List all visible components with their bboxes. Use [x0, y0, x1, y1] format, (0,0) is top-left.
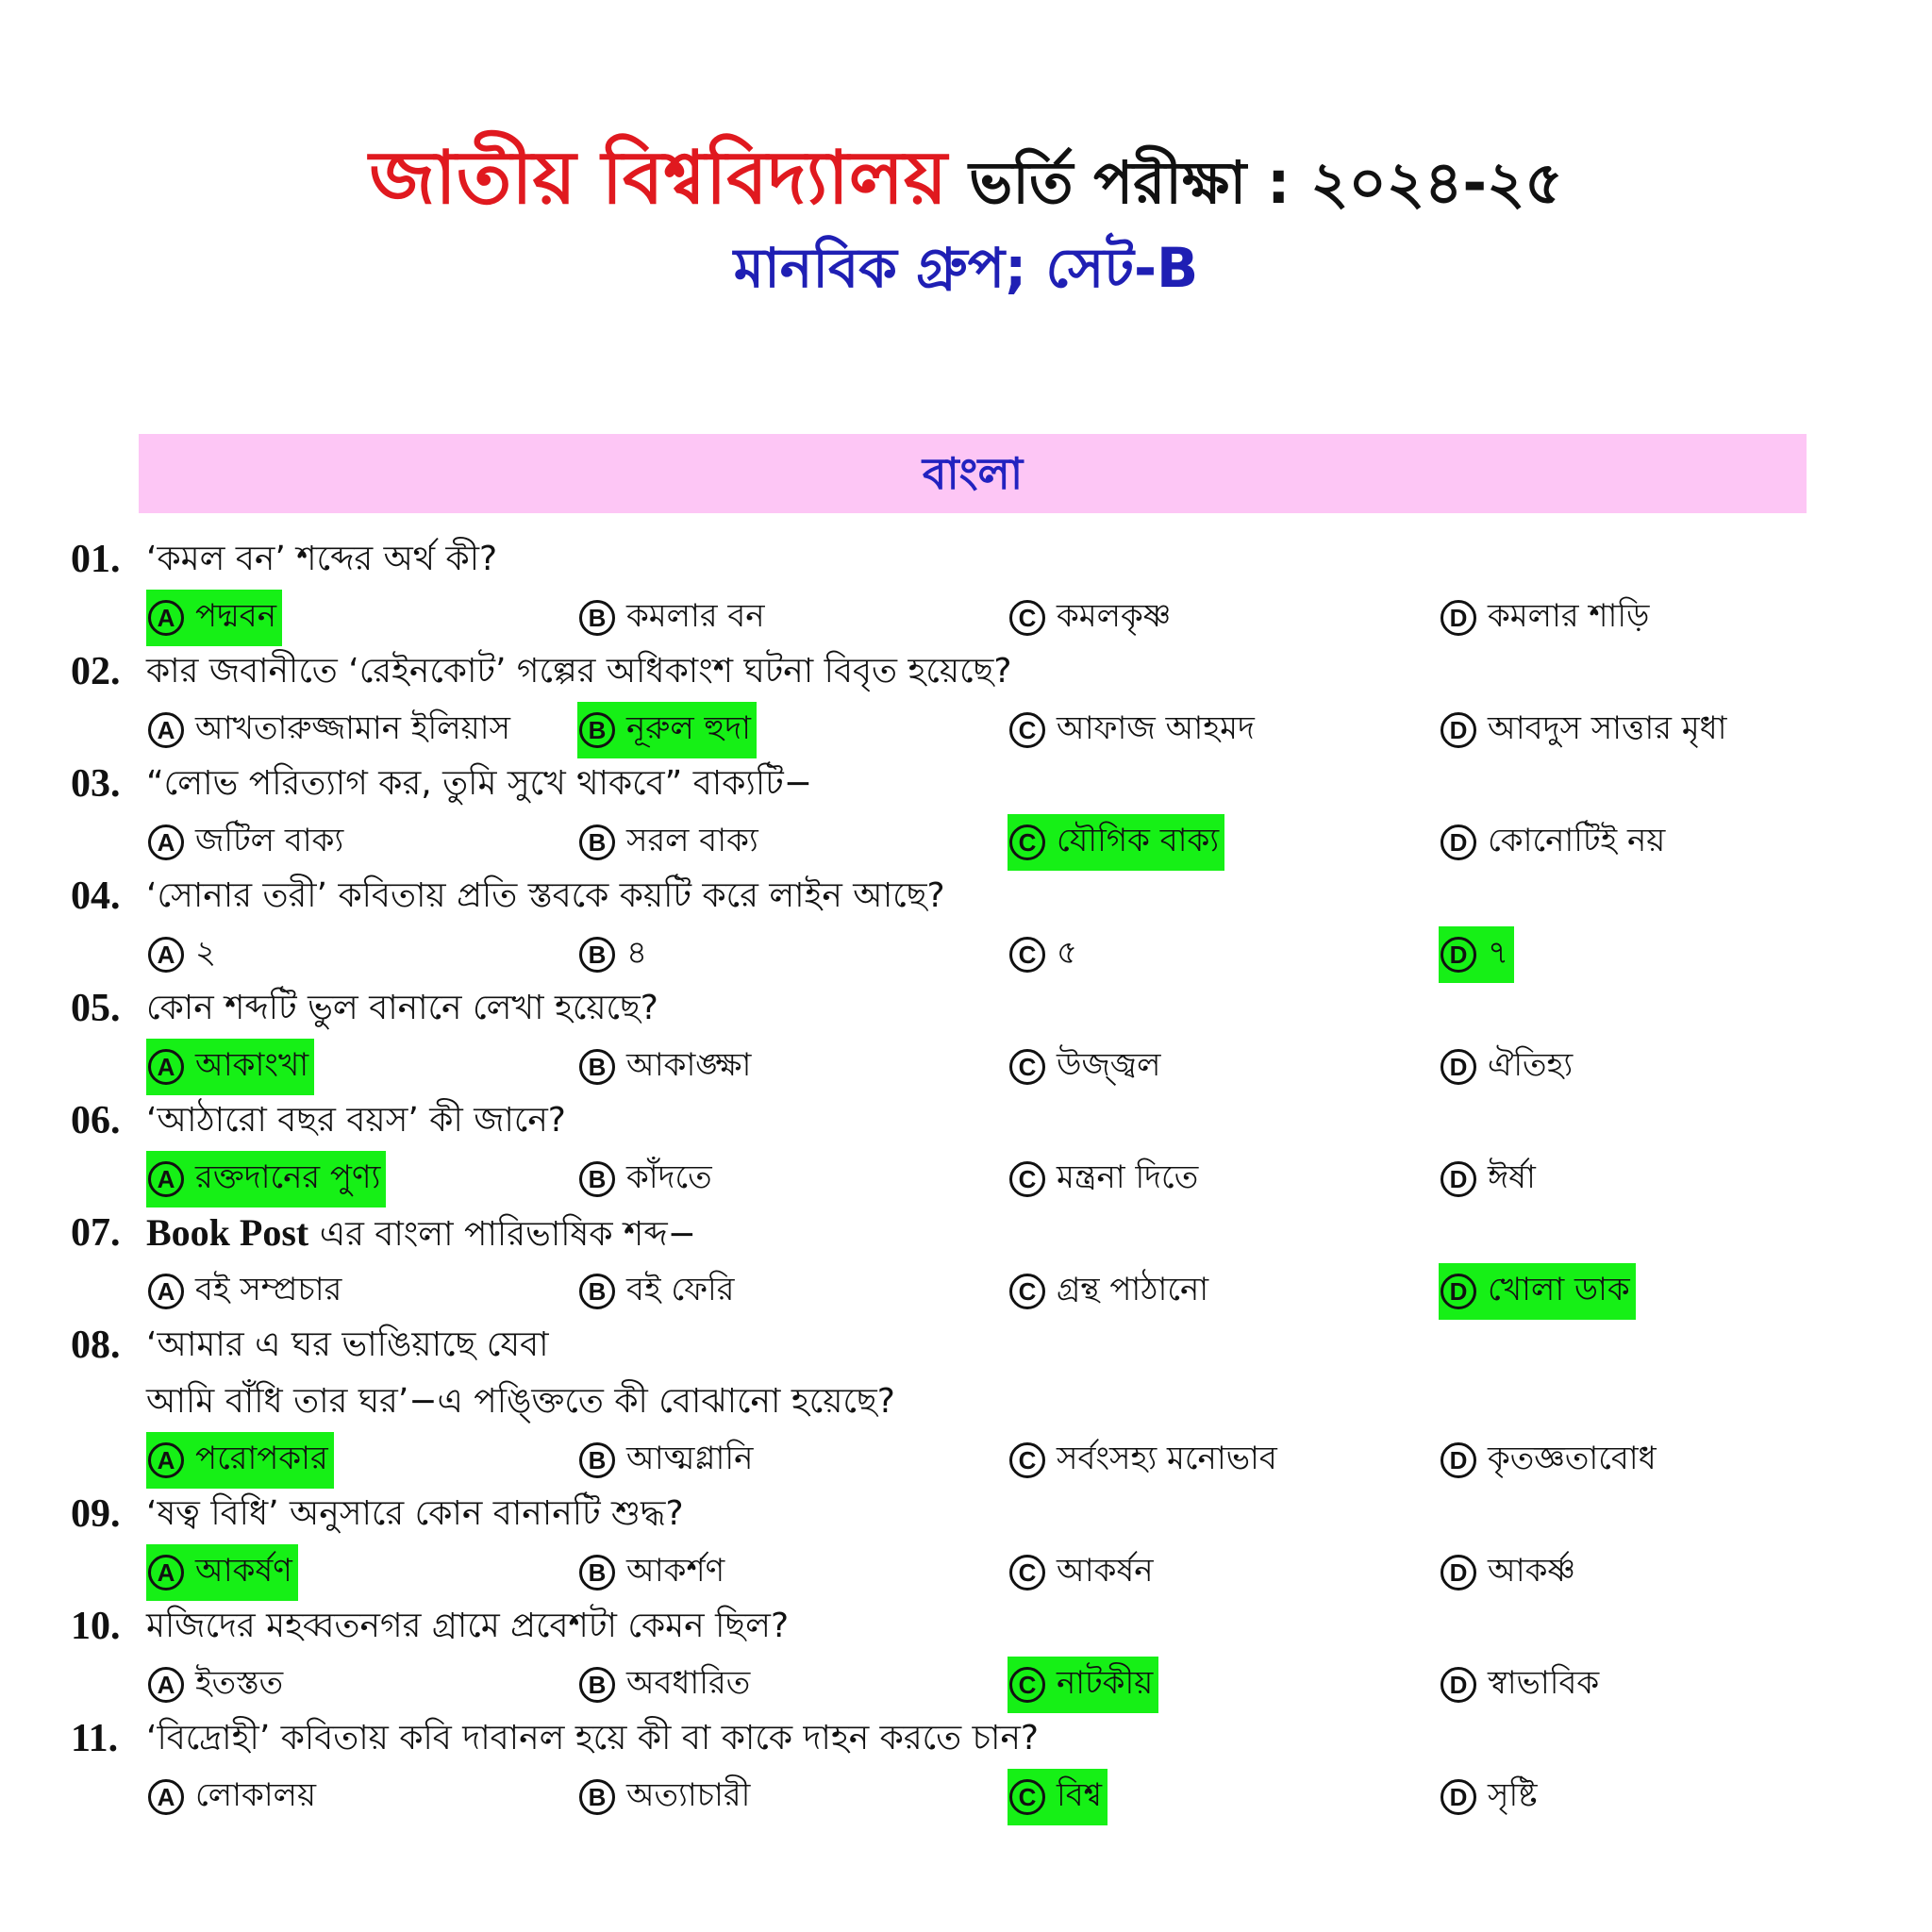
- option-letter-circle: D: [1441, 712, 1476, 748]
- option-a[interactable]: [146, 1263, 347, 1320]
- question-item: [0, 1488, 1932, 1600]
- option-letter-circle: C: [1009, 937, 1045, 973]
- option-c[interactable]: [1008, 814, 1224, 871]
- section-title: বাংলা: [922, 448, 1024, 499]
- option-b[interactable]: [577, 1151, 718, 1208]
- option-letter-circle: D: [1441, 1555, 1476, 1591]
- option-a[interactable]: [146, 1039, 314, 1095]
- question-text: ‘বিদ্রোহী’ কবিতায় কবি দাবানল হয়ে কী বা কাকে দাহন করতে চান?: [146, 1719, 1040, 1757]
- option-a[interactable]: [146, 1657, 289, 1713]
- option-d[interactable]: [1439, 702, 1733, 758]
- option-letter-circle: A: [148, 1667, 184, 1703]
- option-a[interactable]: [146, 926, 222, 983]
- question-item: [0, 533, 1932, 645]
- option-a[interactable]: [146, 814, 349, 871]
- option-a[interactable]: [146, 590, 282, 646]
- option-b[interactable]: [577, 926, 653, 983]
- option-letter-circle: A: [148, 600, 184, 636]
- option-a[interactable]: [146, 1769, 322, 1825]
- option-text: আকর্শণ: [626, 1551, 725, 1590]
- option-letter-circle: B: [579, 1555, 615, 1591]
- option-text: ৪: [626, 933, 648, 972]
- question-number: 02.: [71, 650, 121, 693]
- question-number: 07.: [71, 1211, 121, 1255]
- question-item: [0, 870, 1932, 982]
- option-letter-circle: D: [1441, 1442, 1476, 1478]
- option-b[interactable]: [577, 814, 764, 871]
- option-letter-circle: B: [579, 1779, 615, 1815]
- option-letter-circle: C: [1009, 600, 1045, 636]
- option-c[interactable]: [1008, 702, 1260, 758]
- option-letter-circle: D: [1441, 600, 1476, 636]
- option-text: ৫: [1057, 933, 1078, 972]
- option-d[interactable]: [1439, 1769, 1543, 1825]
- question-item: [0, 982, 1932, 1094]
- option-d[interactable]: [1439, 814, 1671, 871]
- option-text: অত্যাচারী: [626, 1775, 751, 1814]
- option-letter-circle: A: [148, 1779, 184, 1815]
- option-text: আকর্ষণ: [195, 1551, 292, 1590]
- option-text: ইতস্তত: [195, 1663, 284, 1702]
- option-c[interactable]: [1008, 1769, 1108, 1825]
- option-letter-circle: A: [148, 712, 184, 748]
- option-letter-circle: B: [579, 1442, 615, 1478]
- option-d[interactable]: [1439, 1151, 1541, 1208]
- question-text-bangla: এর বাংলা পারিভাষিক শব্দ−: [319, 1215, 696, 1254]
- option-letter-circle: C: [1009, 712, 1045, 748]
- option-b[interactable]: [577, 590, 771, 646]
- option-text: কৃতজ্ঞতাবোধ: [1488, 1439, 1657, 1477]
- option-letter-circle: A: [148, 824, 184, 860]
- option-text: অবধারিত: [626, 1663, 751, 1702]
- section-header: [139, 434, 1807, 513]
- option-letter-circle: C: [1009, 1555, 1045, 1591]
- question-text-english: Book Post: [146, 1211, 309, 1254]
- question-text: [146, 1207, 696, 1261]
- option-text: আকাঙ্ক্ষা: [626, 1045, 752, 1084]
- option-text: পদ্মবন: [195, 596, 276, 635]
- option-c[interactable]: [1008, 1432, 1283, 1489]
- option-text: স্বাভাবিক: [1488, 1663, 1600, 1702]
- option-letter-circle: B: [579, 1274, 615, 1309]
- option-text: সৃষ্টি: [1488, 1775, 1538, 1814]
- option-b[interactable]: [577, 702, 757, 758]
- option-letter-circle: C: [1009, 824, 1045, 860]
- question-number: 06.: [71, 1099, 121, 1142]
- option-letter-circle: D: [1441, 1274, 1476, 1309]
- option-text: বই সম্প্রচার: [195, 1270, 342, 1308]
- option-letter-circle: B: [579, 937, 615, 973]
- option-text: আকর্ষ্ণ: [1488, 1551, 1575, 1590]
- option-a[interactable]: [146, 1151, 386, 1208]
- option-text: বই ফেরি: [626, 1270, 735, 1308]
- option-letter-circle: A: [148, 1049, 184, 1085]
- question-text: ‘ষত্ব বিধি’ অনুসারে কোন বানানটি শুদ্ধ?: [146, 1494, 684, 1533]
- question-text: ‘আমার এ ঘর ভাঙিয়াছে যেবা: [146, 1325, 549, 1364]
- option-c[interactable]: [1008, 1039, 1166, 1095]
- option-d[interactable]: [1439, 1432, 1662, 1489]
- option-a[interactable]: [146, 1544, 298, 1601]
- question-number: 03.: [71, 762, 121, 806]
- question-item: [0, 758, 1932, 870]
- option-letter-circle: A: [148, 1161, 184, 1197]
- option-d[interactable]: [1439, 590, 1655, 646]
- option-text: ঈর্ষা: [1488, 1158, 1536, 1196]
- option-letter-circle: C: [1009, 1049, 1045, 1085]
- question-text: মজিদের মহব্বতনগর গ্রামে প্রবেশটা কেমন ছিল?: [146, 1607, 790, 1645]
- option-text: আকাংখা: [195, 1045, 309, 1084]
- option-d[interactable]: [1439, 1657, 1605, 1713]
- option-letter-circle: D: [1441, 1667, 1476, 1703]
- option-text: খোলা ডাক: [1488, 1270, 1630, 1308]
- option-text: যৌগিক বাক্য: [1057, 821, 1220, 859]
- option-letter-circle: A: [148, 937, 184, 973]
- option-letter-circle: D: [1441, 824, 1476, 860]
- option-letter-circle: B: [579, 712, 615, 748]
- option-a[interactable]: [146, 702, 516, 758]
- option-text: বিশ্ব: [1057, 1775, 1103, 1814]
- option-letter-circle: C: [1009, 1667, 1045, 1703]
- option-text: কাঁদতে: [626, 1158, 712, 1196]
- option-text: ২: [195, 933, 217, 972]
- option-text: উজ্জ্বল: [1057, 1045, 1161, 1084]
- question-number: 10.: [71, 1605, 121, 1648]
- option-b[interactable]: [577, 1657, 756, 1713]
- question-item: [0, 1600, 1932, 1712]
- option-letter-circle: C: [1009, 1274, 1045, 1309]
- option-text: ঐতিহ্য: [1488, 1045, 1574, 1084]
- option-b[interactable]: [577, 1039, 757, 1095]
- option-letter-circle: B: [579, 600, 615, 636]
- option-text: নূরুল হুদা: [626, 708, 751, 747]
- option-letter-circle: C: [1009, 1161, 1045, 1197]
- option-c[interactable]: [1008, 1151, 1204, 1208]
- option-text: আফাজ আহমদ: [1057, 708, 1255, 747]
- question-item: [0, 1712, 1932, 1824]
- question-number: 01.: [71, 538, 121, 581]
- option-d[interactable]: [1439, 1039, 1578, 1095]
- option-b[interactable]: [577, 1769, 756, 1825]
- option-c[interactable]: [1008, 1544, 1159, 1601]
- question-number: 08.: [71, 1324, 121, 1367]
- option-b[interactable]: [577, 1432, 758, 1489]
- option-text: আখতারুজ্জামান ইলিয়াস: [195, 708, 510, 747]
- title-university: জাতীয় বিশ্ববিদ্যালয়: [369, 136, 947, 221]
- question-text: কোন শব্দটি ভুল বানানে লেখা হয়েছে?: [146, 989, 658, 1027]
- option-text: লোকালয়: [195, 1775, 316, 1814]
- option-letter-circle: D: [1441, 1049, 1476, 1085]
- option-b[interactable]: [577, 1544, 730, 1601]
- option-text: ৭: [1488, 933, 1509, 972]
- page-subtitle: মানবিক গ্রুপ; সেট-B: [733, 236, 1199, 300]
- option-c[interactable]: [1008, 1657, 1158, 1713]
- option-text: সরল বাক্য: [626, 821, 758, 859]
- option-letter-circle: B: [579, 1161, 615, 1197]
- option-text: কমলার বন: [626, 596, 765, 635]
- question-text: ‘সোনার তরী’ কবিতায় প্রতি স্তবকে কয়টি করে লাইন আছে?: [146, 876, 945, 915]
- question-item: [0, 1319, 1932, 1477]
- option-letter-circle: D: [1441, 937, 1476, 973]
- option-text: আবদুস সাত্তার মৃধা: [1488, 708, 1727, 747]
- option-letter-circle: B: [579, 824, 615, 860]
- question-text: “লোভ পরিত্যাগ কর, তুমি সুখে থাকবে” বাক্যটি−: [146, 764, 812, 803]
- option-text: কমলার শাড়ি: [1488, 596, 1650, 635]
- page-title: [0, 121, 1932, 243]
- title-exam: ভর্তি পরীক্ষা : ২০২৪-২৫: [969, 148, 1563, 217]
- option-c[interactable]: [1008, 1263, 1214, 1320]
- question-number: 09.: [71, 1492, 121, 1536]
- option-text: সর্বংসহ্য মনোভাব: [1057, 1439, 1277, 1477]
- option-letter-circle: A: [148, 1442, 184, 1478]
- question-number: 05.: [71, 987, 121, 1030]
- question-item: [0, 1207, 1932, 1319]
- question-text: কার জবানীতে ‘রেইনকোট’ গল্পের অধিকাংশ ঘটনা বিবৃত হয়েছে?: [146, 652, 1012, 691]
- question-text: ‘আঠারো বছর বয়স’ কী জানে?: [146, 1101, 566, 1140]
- option-d[interactable]: [1439, 1263, 1636, 1320]
- option-text: কমলকৃষ্ণ: [1057, 596, 1172, 635]
- option-a[interactable]: [146, 1432, 334, 1489]
- option-text: পরোপকার: [195, 1439, 328, 1477]
- option-text: গ্রন্থ পাঠানো: [1057, 1270, 1209, 1308]
- question-number: 11.: [71, 1717, 119, 1760]
- option-letter-circle: A: [148, 1274, 184, 1309]
- option-text: জটিল বাক্য: [195, 821, 344, 859]
- option-letter-circle: C: [1009, 1779, 1045, 1815]
- question-number: 04.: [71, 874, 121, 918]
- option-c[interactable]: [1008, 926, 1083, 983]
- option-d[interactable]: [1439, 1544, 1581, 1601]
- option-text: নাটকীয়: [1057, 1663, 1154, 1702]
- option-text: কোনোটিই নয়: [1488, 821, 1666, 859]
- option-letter-circle: D: [1441, 1779, 1476, 1815]
- option-letter-circle: A: [148, 1555, 184, 1591]
- question-text: ‘কমল বন’ শব্দের অর্থ কী?: [146, 540, 498, 578]
- option-letter-circle: B: [579, 1667, 615, 1703]
- option-text: আকর্ষন: [1057, 1551, 1154, 1590]
- option-letter-circle: B: [579, 1049, 615, 1085]
- option-letter-circle: D: [1441, 1161, 1476, 1197]
- option-b[interactable]: [577, 1263, 741, 1320]
- option-text: মন্ত্রনা দিতে: [1057, 1158, 1199, 1196]
- question-item: [0, 1094, 1932, 1207]
- option-d[interactable]: [1439, 926, 1514, 983]
- option-text: রক্তদানের পুণ্য: [195, 1158, 381, 1196]
- question-item: [0, 645, 1932, 758]
- option-text: আত্মগ্লানি: [626, 1439, 754, 1477]
- option-letter-circle: C: [1009, 1442, 1045, 1478]
- question-text-line2: আমি বাঁধি তার ঘর’−এ পঙ্ক্তিতে কী বোঝানো হয়েছে?: [146, 1382, 895, 1421]
- option-c[interactable]: [1008, 590, 1176, 646]
